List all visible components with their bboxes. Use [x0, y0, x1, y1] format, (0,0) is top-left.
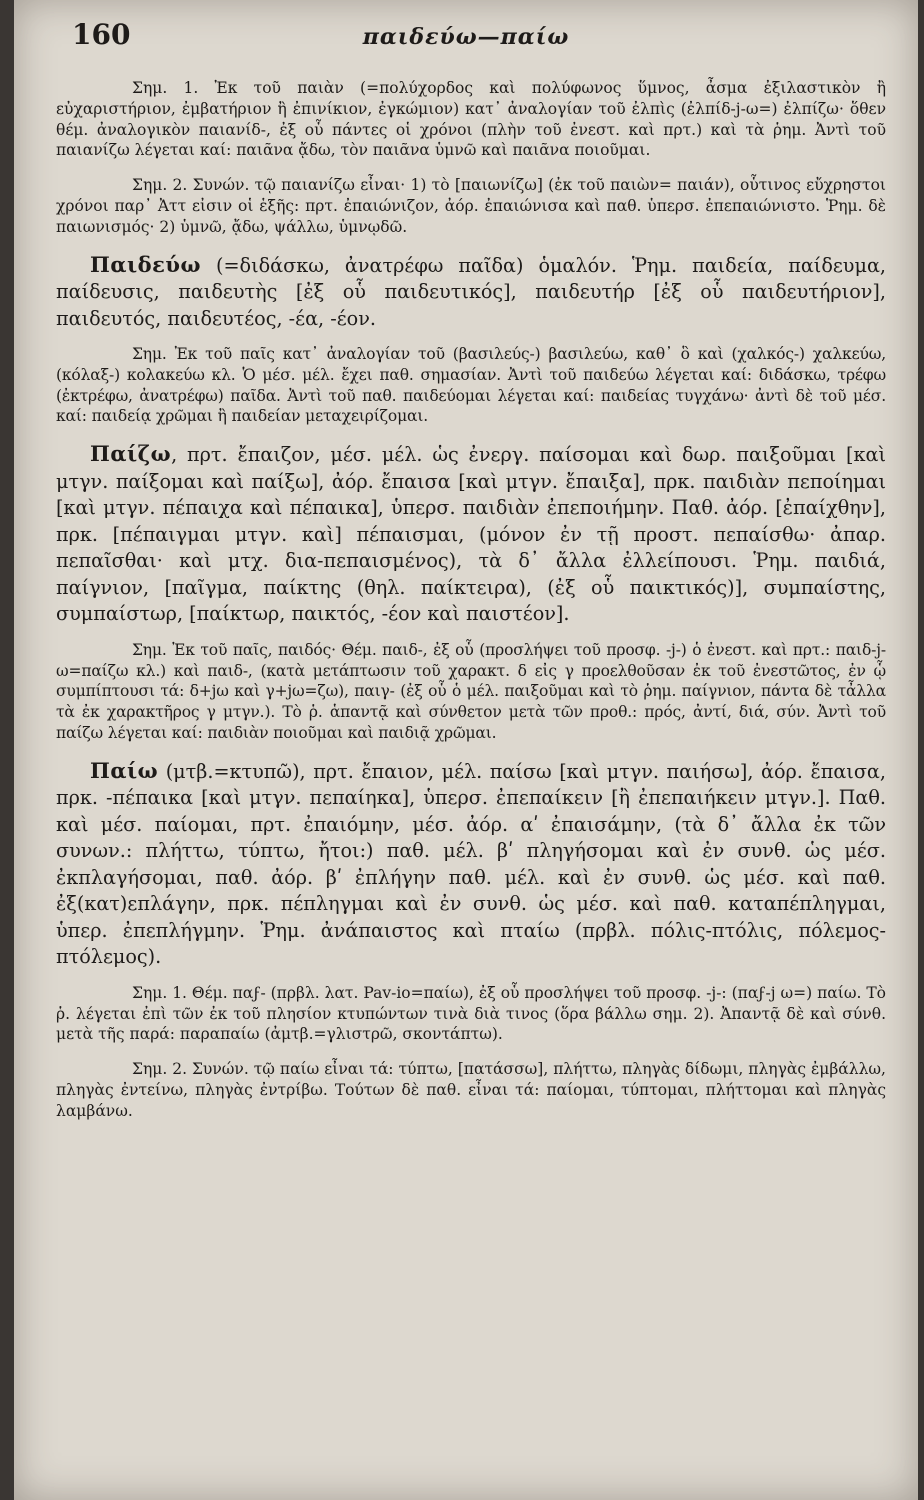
note-paio-2: Σημ. 2. Συνών. τῷ παίω εἶναι τά: τύπτω, [πατάσσω], πλήττω, πληγὰς δίδωμι, πληγὰς ἐμβάλλω, πληγὰς ἐντείνω, πληγὰς ἐντρίβω. Τούτων δὲ παθ. εἶναι τά: παίομαι, τύπτομαι, πλήττομαι καὶ πληγὰς λαμβάνω. [56, 1060, 886, 1120]
entry-lemma: Παιδεύω [90, 251, 201, 277]
entry-text: (=διδάσκω, ἀνατρέφω παῖδα) ὁμαλόν. Ῥημ. παιδεία, παίδευμα, παίδευσις, παιδευτὴς [ἐξ οὗ παιδευτικός], παιδευτήρ [ἐξ οὗ παιδευτήριον], παιδευτός, παιδευτέος, -έα, -έον. [56, 253, 886, 330]
entry-paio [56, 758, 886, 971]
entry-paideuo [56, 252, 886, 333]
entry-paizo [56, 441, 886, 628]
entry-lemma: Παίζω [90, 441, 172, 467]
page-number: 160 [72, 18, 131, 51]
page-body [56, 78, 886, 1136]
note-paizo: Σημ. Ἐκ τοῦ παῖς, παιδός· Θέμ. παιδ-, ἐξ οὗ (προσλήψει τοῦ προσφ. -j-) ὁ ἐνεστ. καὶ πρτ.: παιδ-j-ω=παίζω κλ.) καὶ παιδ-, (κατὰ μετάπτωσιν τοῦ χαρακτ. δ εἰς γ προελθοῦσαν ἐκ τοῦ ἐνεστῶτος, ἐν ᾧ συμπίπτουσι τά: δ+jω καὶ γ+jω=ζω), παιγ- (ἐξ οὗ ὁ μέλ. παιξοῦμαι καὶ τὸ ῥημ. παίγνιον, πάντα δὲ τἆλλα τὰ ἐκ χαρακτῆρος γ μτγν.). Τὸ ῥ. ἁπαντᾷ καὶ σύνθετον μετὰ τῶν προθ.: πρός, ἀντί, διά, σύν. Ἀντὶ τοῦ παίζω λέγεται καί: παιδιὰν ποιοῦμαι καὶ παιδιᾷ χρῶμαι. [56, 640, 886, 742]
note-paianizo-1: Σημ. 1. Ἐκ τοῦ παιὰν (=πολύχορδος καὶ πολύφωνος ὕμνος, ἆσμα ἐξιλαστικὸν ἢ εὐχαριστήριον, ἐμβατήριον ἢ ἐπινίκιον, ἐγκώμιον) κατ᾽ ἀναλογίαν τοῦ ἐλπὶς (ἐλπίδ-j-ω=) ἐλπίζω· ὅθεν θέμ. ἀναλογικὸν παιανίδ-, ἐξ οὗ πάντες οἱ χρόνοι (πλὴν τοῦ ἐνεστ. καὶ πρτ.) καὶ τὰ ῥημ. Ἀντὶ τοῦ παιανίζω λέγεται καί: παιᾶνα ᾄδω, τὸν παιᾶνα ὑμνῶ καὶ παιᾶνα ποιοῦμαι. [56, 79, 886, 160]
note-paideuo: Σημ. Ἐκ τοῦ παῖς κατ᾽ ἀναλογίαν τοῦ (βασιλεύς-) βασιλεύω, καθ᾽ ὃ καὶ (χαλκός-) χαλκεύω, (κόλαξ-) κολακεύω κλ. Ὁ μέσ. μέλ. ἔχει παθ. σημασίαν. Ἀντὶ τοῦ παιδεύω λέγεται καί: διδάσκω, τρέφω (ἐκτρέφω, ἀνατρέφω) παῖδα. Ἀντὶ τοῦ παθ. παιδεύομαι λέγεται καί: παιδείας τυγχάνω· ἀντὶ δὲ τοῦ μέσ. καί: παιδείᾳ χρῶμαι ἢ παιδείαν μεταχειρίζομαι. [56, 345, 886, 426]
entry-lemma: Παίω [90, 757, 159, 783]
page-header [14, 18, 918, 58]
entry-text: , πρτ. ἔπαιζον, μέσ. μέλ. ὡς ἐνεργ. παίσομαι καὶ δωρ. παιξοῦμαι [καὶ μτγν. παίξομαι καὶ παίξω], ἀόρ. ἔπαισα [καὶ μτγν. ἔπαιξα], πρκ. παιδιὰν πεποίημαι [καὶ μτγν. πέπαιχα καὶ πέπαικα], ὑπερσ. παιδιὰν ἐπεποιήμην. Παθ. ἀόρ. [ἐπαίχθην], πρκ. [πέπαιγμαι μτγν. καὶ] πέπαισμαι, (μόνον ἐν τῇ προστ. πεπαίσθω· ἀπαρ. πεπαῖσθαι· καὶ μτχ. δια-πεπαισμένος), τὰ δ᾽ ἄλλα ἐλλείπουσι. Ῥημ. παιδιά, παίγνιον, [παῖγμα, παίκτης (θηλ. παίκτειρα), (ἐξ οὗ παικτικός)], συμπαίστης, συμπαίστωρ, [παίκτωρ, παικτός, -έον καὶ παιστέον]. [56, 443, 886, 626]
note-paianizo-2: Σημ. 2. Συνών. τῷ παιανίζω εἶναι· 1) τὸ [παιωνίζω] (ἐκ τοῦ παιὼν= παιάν), οὗτινος εὔχρηστοι χρόνοι παρ᾽ Ἀττ εἰσιν οἱ ἑξῆς: πρτ. ἐπαιώνιζον, ἀόρ. ἐπαιώνισα καὶ παθ. ὑπερσ. ἐπεπαιώνιστο. Ῥημ. δὲ παιωνισμός· 2) ὑμνῶ, ᾄδω, ψάλλω, ὑμνῳδῶ. [56, 176, 886, 236]
note-paio-1: Σημ. 1. Θέμ. παϝ- (πρβλ. λατ. Pav-io=παίω), ἐξ οὗ προσλήψει τοῦ προσφ. -j-: (παϝ-j ω=) παίω. Τὸ ῥ. λέγεται ἐπὶ τῶν ἐκ τοῦ πλησίον κτυπώντων τινὰ διὰ τινος (ὅρα βάλλω σημ. 2). Ἀπαντᾷ δὲ καὶ σύνθ. μετὰ τῆς παρά: παραπαίω (ἀμτβ.=γλιστρῶ, σκοντάπτω). [56, 983, 886, 1044]
running-head: παιδεύω—παίω [362, 24, 570, 50]
entry-text: (μτβ.=κτυπῶ), πρτ. ἔπαιον, μέλ. παίσω [καὶ μτγν. παιήσω], ἀόρ. ἔπαισα, πρκ. -πέπαικα [καὶ μτγν. πεπαίηκα], ὑπερσ. ἐπεπαίκειν [ἢ ἐπεπαιήκειν μτγν.]. Παθ. καὶ μέσ. παίομαι, πρτ. ἐπαιόμην, μέσ. ἀόρ. αʹ ἐπαισάμην, (τὰ δ᾽ ἄλλα ἐκ τῶν συνων.: πλήττω, τύπτω, ἤτοι:) παθ. μέλ. βʹ πληγήσομαι καὶ ἐν συνθ. ὡς μέσ. ἐκπλαγήσομαι, παθ. ἀόρ. βʹ ἐπλήγην παθ. μέλ. καὶ ἐν συνθ. ὡς μέσ. καὶ παθ. ἐξ(κατ)επλάγην, πρκ. πέπληγμαι καὶ ἐν συνθ. ὡς μέσ. καὶ παθ. καταπέπληγμαι, ὑπερ. ἐπεπλήγμην. Ῥημ. ἀνάπαιστος καὶ πταίω (πρβλ. πόλις-πτόλις, πόλεμος-πτόλεμος). [56, 759, 886, 969]
book-page [14, 0, 918, 1500]
